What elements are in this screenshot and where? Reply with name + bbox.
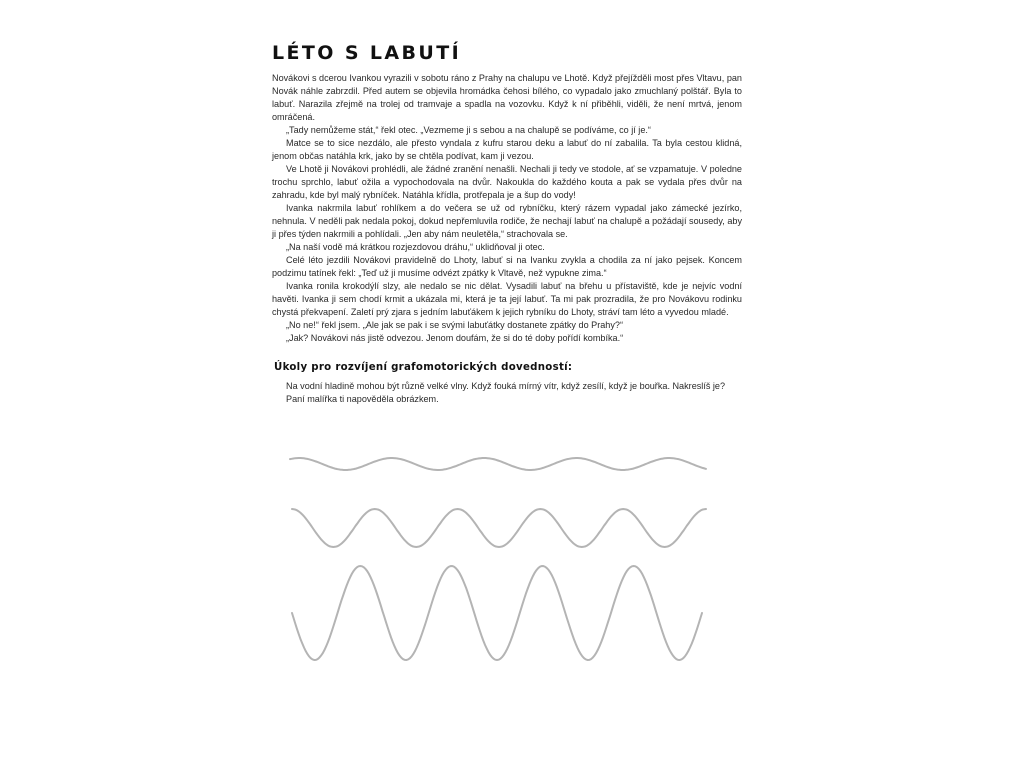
story-paragraph: Ivanka ronila krokodýlí slzy, ale nedalo se nic dělat. Vysadili labuť na břehu u přístaviště, kde je nejvíc vodní havěti. Ivanka ji sem chodí krmit a ukázala mi, která je ta její labuť. Ta mi pak prozradila, že pro Novákovu rodinku chystá překvapení. Zaletí prý zjara s jedním labuťákem k jejich rybníku do Lhoty, stráví tam léto a vyvedou mladé. — [272, 281, 742, 317]
large-waves — [292, 566, 702, 660]
story-paragraph: Celé léto jezdili Novákovi pravidelně do Lhoty, labuť si na Ivanku zvykla a chodila za ní jako pejsek. Koncem podzimu tatínek řekl: „Teď už ji musíme odvézt zpátky k Vltavě, než vypukne zima.“ — [272, 255, 742, 278]
story-paragraph: Matce se to sice nezdálo, ale přesto vyndala z kufru starou deku a labuť do ní zabalila. Ta byla cestou klidná, jenom občas natáhla krk, jako by se chtěla podívat, kam ji vezou. — [272, 138, 742, 161]
task-heading: Úkoly pro rozvíjení grafomotorických dovedností: — [274, 362, 573, 373]
medium-waves — [292, 509, 706, 547]
story-text — [272, 72, 742, 345]
story-paragraph: „No ne!“ řekl jsem. „Ale jak se pak i se svými labuťátky dostanete zpátky do Prahy?“ — [286, 320, 623, 330]
story-paragraph: „Tady nemůžeme stát,“ řekl otec. „Vezmeme ji s sebou a na chalupě se podíváme, co jí je.“ — [286, 125, 651, 135]
story-paragraph: „Jak? Novákovi nás jistě odvezou. Jenom doufám, že si do té doby pořídí kombíka.“ — [286, 333, 624, 343]
story-paragraph: Novákovi s dcerou Ivankou vyrazili v sobotu ráno z Prahy na chalupu ve Lhotě. Když přejížděli most přes Vltavu, pan Novák náhle zabrzdil. Před autem se objevila hromádka čehosi bílého, co vypadalo jako zmuchlaný polštář. Byla to labuť. Narazila zřejmě na trolej od tramvaje a spadla na vozovku. Když k ní přiběhli, viděli, že není mrtvá, jenom omráčená. — [272, 73, 742, 122]
small-waves — [290, 458, 706, 470]
task-line: Na vodní hladině mohou být různě velké vlny. Když fouká mírný vítr, když zesílí, když je bouřka. Nakreslíš je? — [286, 381, 726, 391]
task-line: Paní malířka ti napověděla obrázkem. — [286, 394, 439, 404]
page-title: LÉTO S LABUTÍ — [272, 42, 462, 64]
task-instructions — [286, 380, 746, 406]
story-paragraph: „Na naší vodě má krátkou rozjezdovou dráhu,“ uklidňoval ji otec. — [286, 242, 545, 252]
story-paragraph: Ve Lhotě ji Novákovi prohlédli, ale žádné zranění nenašli. Nechali ji tedy ve stodole, ať se vzpamatuje. V poledne trochu sprchlo, labuť ožila a vypochodovala na dvůr. Nakoukla do každého kouta a pak se vydala přes dvůr na zahradu, kde byl malý rybníček. Natáhla křídla, protřepala je a šup do vody! — [272, 164, 742, 200]
story-paragraph: Ivanka nakrmila labuť rohlíkem a do večera se už od rybníčku, který rázem vypadal jako zámecké jezírko, nehnula. V neděli pak nedala pokoj, dokud nepřemluvila rodiče, že nechají labuť na chalupě a požádají sousedy, aby ji přes týden nakrmili a pohlídali. „Jen aby nám neuletěla,“ strachovala se. — [272, 203, 742, 239]
